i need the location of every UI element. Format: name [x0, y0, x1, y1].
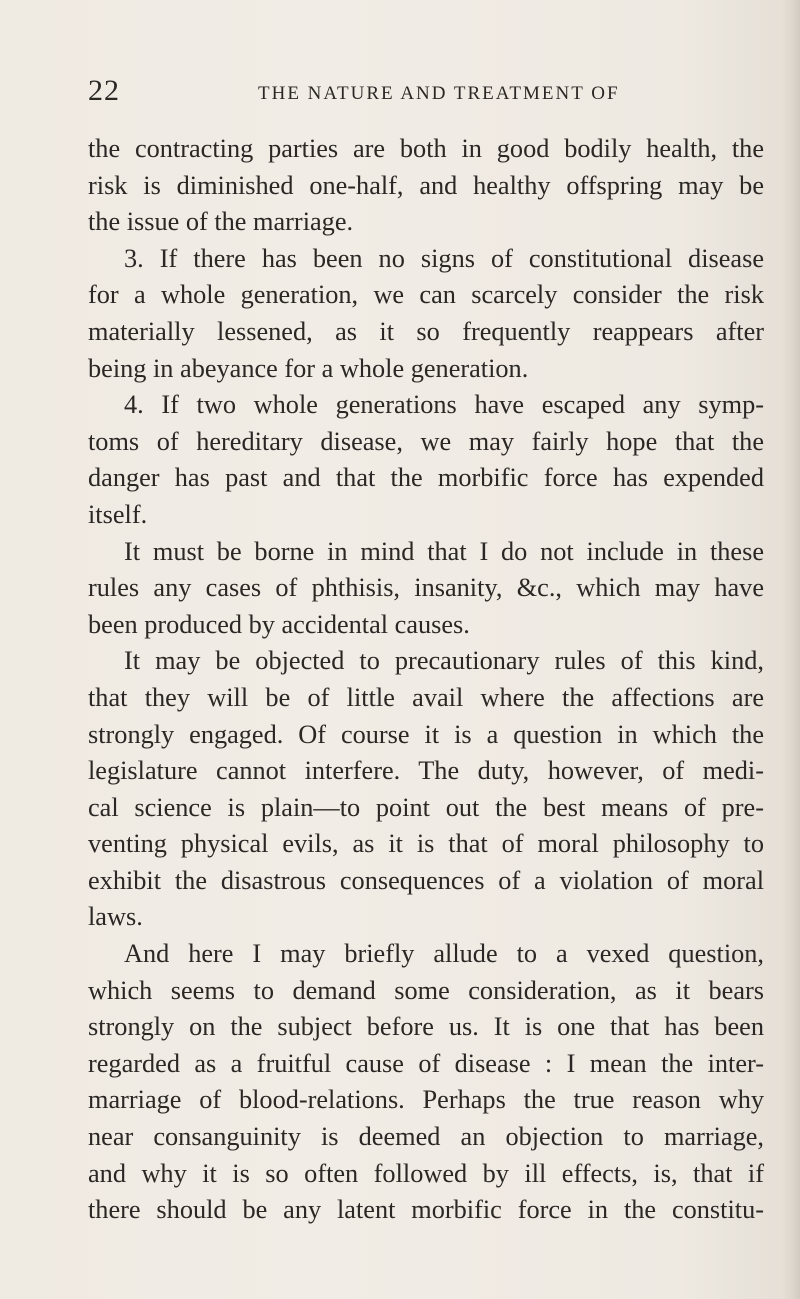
text-line: danger has past and that the morbific force has expended	[88, 463, 764, 493]
running-head: THE NATURE AND TREATMENT OF	[258, 83, 620, 104]
text-line: for a whole generation, we can scarcely consider the risk	[88, 280, 764, 310]
text-line: legislature cannot interfere. The duty, however, of medi-	[88, 756, 764, 786]
text-line: there should be any latent morbific force in the constitu-	[88, 1195, 764, 1225]
text-line: the issue of the marriage.	[88, 207, 354, 237]
text-line: venting physical evils, as it is that of moral philosophy to	[88, 829, 764, 859]
text-line: 4. If two whole generations have escaped any symp-	[124, 390, 764, 420]
text-line: strongly engaged. Of course it is a question in which the	[88, 719, 764, 749]
text-line: strongly on the subject before us. It is one that has been	[88, 1012, 764, 1042]
text-line: been produced by accidental causes.	[88, 609, 470, 639]
text-line: near consanguinity is deemed an objection to marriage,	[88, 1122, 764, 1152]
text-line: being in abeyance for a whole generation.	[88, 353, 529, 383]
text-line: which seems to demand some consideration, as it bears	[88, 975, 764, 1005]
text-line: materially lessened, as it so frequently reappears after	[88, 316, 764, 346]
page-header	[88, 76, 768, 116]
text-line: exhibit the disastrous consequences of a violation of moral	[88, 865, 764, 895]
page-number: 22	[88, 74, 120, 107]
text-line: the contracting parties are both in good bodily health, the	[88, 134, 764, 163]
text-line: cal science is plain—to point out the best means of pre-	[88, 792, 764, 822]
text-line: It must be borne in mind that I do not include in these	[124, 536, 764, 566]
body-text	[88, 131, 764, 1229]
text-line: toms of hereditary disease, we may fairly hope that the	[88, 426, 764, 456]
text-line: itself.	[88, 499, 148, 529]
text-line: It may be objected to precautionary rules of this kind,	[124, 646, 764, 676]
text-line: that they will be of little avail where the affections are	[88, 682, 764, 712]
text-line: rules any cases of phthisis, insanity, &c., which may have	[88, 573, 764, 603]
text-line: laws.	[88, 902, 143, 932]
text-line: regarded as a fruitful cause of disease : I mean the inter-	[88, 1048, 764, 1078]
text-line: 3. If there has been no signs of constitutional disease	[124, 243, 764, 273]
text-line: marriage of blood-relations. Perhaps the true reason why	[88, 1085, 764, 1115]
text-line: And here I may briefly allude to a vexed question,	[124, 939, 764, 969]
text-line: and why it is so often followed by ill effects, is, that if	[88, 1158, 764, 1188]
page-edge-shadow	[782, 0, 800, 1299]
text-line: risk is diminished one-half, and healthy offspring may be	[88, 170, 764, 200]
